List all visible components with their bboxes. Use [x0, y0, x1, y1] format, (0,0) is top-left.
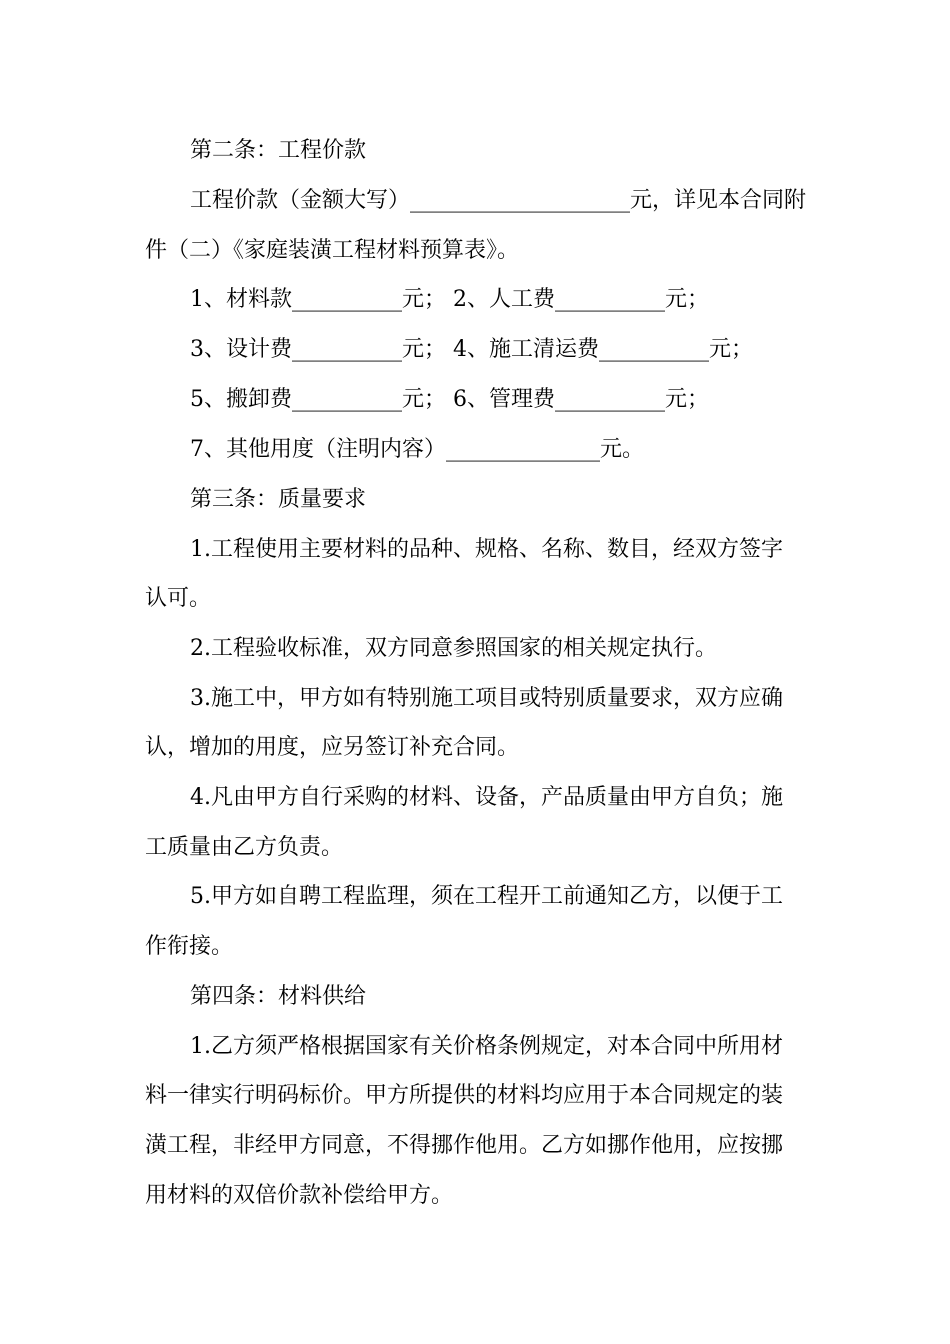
- price-paragraph-line-1: 工程价款（金额大写）____________________元，详见本合同附: [190, 188, 807, 213]
- quality-item-2: 2.工程验收标准，双方同意参照国家的相关规定执行。: [190, 636, 717, 661]
- quality-item-5-line-1: 5.甲方如自聘工程监理，须在工程开工前通知乙方，以便于工: [190, 884, 783, 909]
- article-3-heading: 第三条：质量要求: [190, 487, 367, 512]
- supply-item-1-line-3: 潢工程，非经甲方同意，不得挪作他用。乙方如挪作他用，应按挪: [145, 1133, 784, 1158]
- fee-items-1-2: 1、材料款__________元； 2、人工费__________元；: [190, 287, 709, 312]
- article-2-heading: 第二条：工程价款: [190, 138, 367, 163]
- supply-item-1-line-4: 用材料的双倍价款补偿给甲方。: [145, 1183, 454, 1208]
- supply-item-1-line-2: 料一律实行明码标价。甲方所提供的材料均应用于本合同规定的装: [145, 1083, 784, 1108]
- quality-item-5-line-2: 作衔接。: [145, 934, 234, 959]
- fee-item-7: 7、其他用度（注明内容）______________元。: [190, 437, 644, 462]
- quality-item-4-line-1: 4.凡由甲方自行采购的材料、设备，产品质量由甲方自负；施: [190, 785, 783, 810]
- fee-items-5-6: 5、搬卸费__________元； 6、管理费__________元；: [190, 387, 709, 412]
- quality-item-3-line-1: 3.施工中，甲方如有特别施工项目或特别质量要求，双方应确: [190, 686, 783, 711]
- price-paragraph-line-2: 件（二）《家庭装潢工程材料预算表》。: [145, 238, 520, 263]
- quality-item-4-line-2: 工质量由乙方负责。: [145, 835, 344, 860]
- supply-item-1-line-1: 1.乙方须严格根据国家有关价格条例规定，对本合同中所用材: [190, 1034, 783, 1059]
- fee-items-3-4: 3、设计费__________元； 4、施工清运费__________元；: [190, 337, 753, 362]
- quality-item-3-line-2: 认，增加的用度，应另签订补充合同。: [145, 735, 520, 760]
- quality-item-1-line-2: 认可。: [145, 586, 212, 611]
- article-4-heading: 第四条：材料供给: [190, 984, 367, 1009]
- quality-item-1-line-1: 1.工程使用主要材料的品种、规格、名称、数目，经双方签字: [190, 537, 783, 562]
